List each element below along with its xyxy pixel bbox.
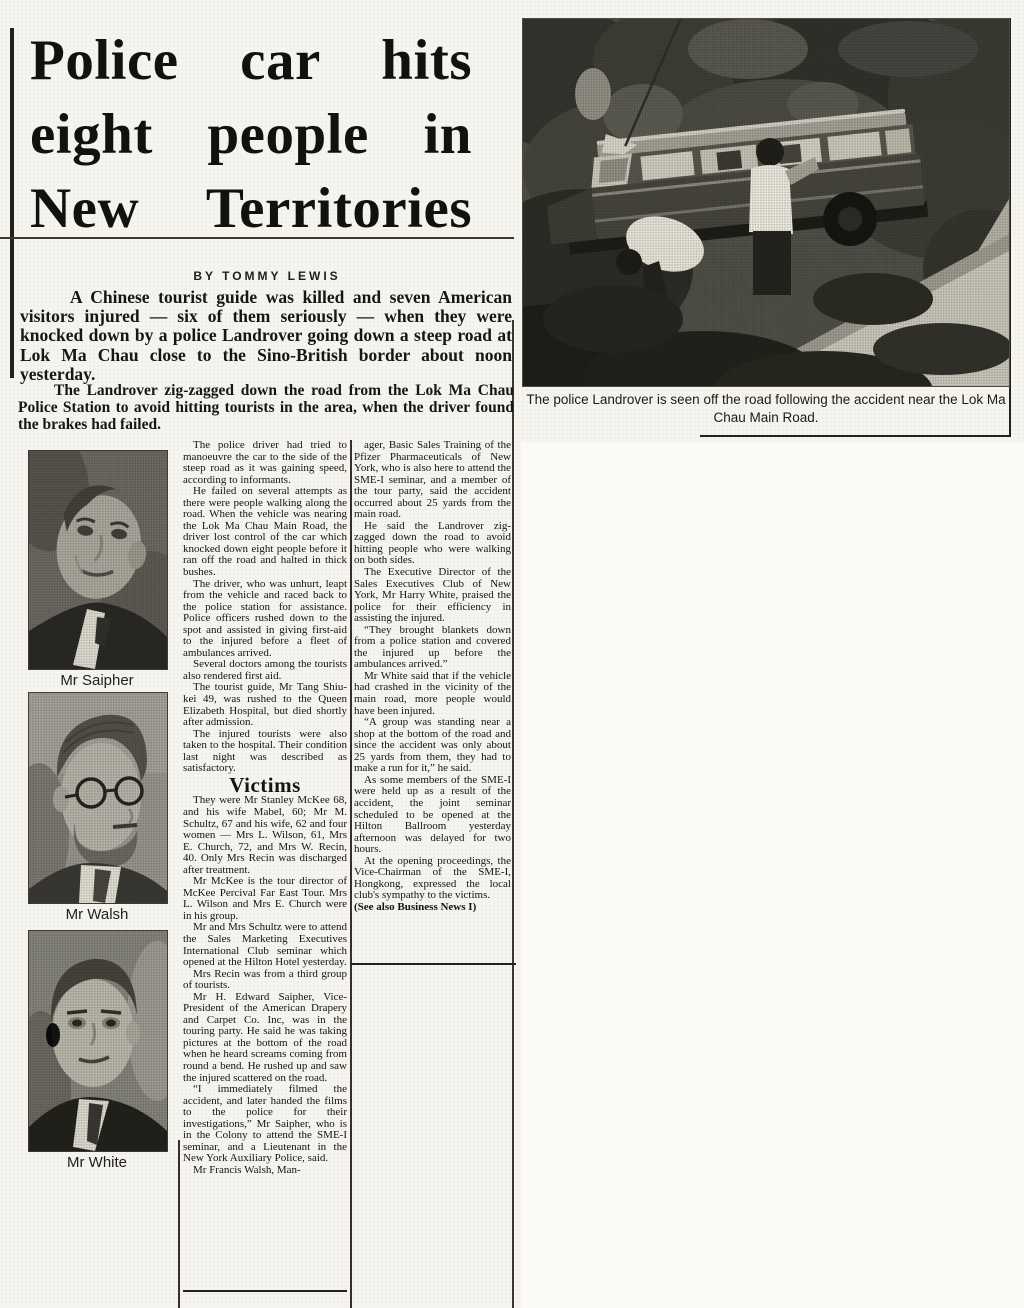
paragraph: He said the Landrover zig-zagged down the road to avoid hitting people who were walking on both sides.	[354, 519, 511, 567]
paragraph: “They brought blankets down from a police station and covered the injured up before the ambulances arrived.”	[354, 623, 511, 671]
lead-paragraph: A Chinese tourist guide was killed and seven American visitors injured — six of them seriously — when they were knocked down by a police Landrover going down a steep road at Lok Ma Chau close to the Sino-British border about noon yesterday.	[20, 287, 512, 384]
article-column-2	[354, 440, 511, 913]
headline	[30, 24, 472, 246]
column-divider-rule	[350, 440, 352, 1308]
see-also-note: (See also Business News I)	[354, 900, 477, 913]
paragraph: “A group was standing near a shop at the bottom of the road and since the accident was only about 25 yards from them, they had to make a run for it,” he said.	[354, 716, 511, 775]
article-column-1	[183, 440, 347, 1176]
paragraph: The tourist guide, Mr Tang Shiu-kei 49, was rushed to the Queen Elizabeth Hospital, but died shortly after admission.	[183, 681, 347, 729]
paragraph: The Executive Director of the Sales Executives Club of New York, Mr Harry White, praised the police for their efficiency in assisting the injured.	[354, 566, 511, 625]
paragraph: Mr and Mrs Schultz were to attend the Sales Marketing Executives International Club seminar which opened at the Hilton Hotel yesterday.	[183, 921, 347, 969]
paragraph: “I immediately filmed the accident, and later handed the films to the police for their investigations,” Mr Saipher, who is in the Colony to attend the SME-I seminar, and a Lieutenant in the New York Auxiliary Police, said.	[183, 1083, 347, 1165]
walsh-illustration	[29, 693, 167, 903]
portrait-white	[28, 930, 168, 1152]
portrait-label-white: Mr White	[67, 1154, 127, 1171]
landrover-scene-illustration	[523, 19, 1009, 386]
paragraph: Mr White said that if the vehicle had crashed in the vicinity of the main road, more people would have been injured.	[354, 669, 511, 717]
paragraph: He failed on several attempts as there were people walking along the road. When the vehicle was nearing the Lok Ma Chau Main Road, the driver lost control of the car which knocked down eight people before it ran off the road and halted in thick bushes.	[183, 485, 347, 579]
column1-left-rule	[178, 1140, 180, 1308]
portrait-walsh	[28, 692, 168, 904]
paragraph: Mr McKee is the tour director of McKee Percival Far East Tour. Mrs L. Wilson and Mrs E. Church were in his group.	[183, 875, 347, 922]
white-illustration	[29, 931, 167, 1151]
column1-end-rule	[183, 1290, 347, 1292]
headline-line-2: eight people in	[30, 103, 472, 166]
headline-line-1: Police car hits	[30, 29, 472, 92]
byline: BY TOMMY LEWIS	[193, 269, 341, 283]
paragraph: Mr Francis Walsh, Man-	[193, 1163, 301, 1176]
victims-subhead: Victims	[229, 772, 301, 797]
paragraph: The driver, who was unhurt, leapt from the vehicle and raced back to the police station for assistance. Police officers rushed down to the spot and assisted in giving first-aid to the injured before a fleet of ambulances arrived.	[183, 577, 347, 659]
paragraph: As some members of the SME-I were held up as a result of the accident, the joint seminar scheduled to be opened at the Hilton Ballroom yesterday afternoon was delayed for two hours.	[354, 773, 511, 856]
paragraph: Mrs Recin was from a third group of tourists.	[183, 967, 347, 992]
left-margin-rule	[10, 28, 14, 378]
accident-photo	[522, 18, 1010, 387]
photo-caption: The police Landrover is seen off the road following the accident near the Lok Ma Chau Main Road.	[526, 392, 1006, 425]
paragraph: At the opening proceedings, the Vice-Chairman of the SME-I, Hongkong, expressed the local club's sympathy to the victims.	[354, 854, 511, 902]
column2-end-rule	[350, 963, 516, 965]
paragraph: Mr H. Edward Saipher, Vice-President of the American Drapery and Carpet Co. Inc, was in the touring party. He said he was taking pictures at the bottom of the road when he heard screams coming from round a bend. He rushed up and saw the injured scattered on the road.	[183, 990, 347, 1084]
paragraph: Several doctors among the tourists also rendered first aid.	[183, 658, 347, 682]
caption-bottom-rule	[700, 435, 1011, 437]
paragraph: ager, Basic Sales Training of the Pfizer Pharmaceuticals of New York, who is also here to attend the SME-I seminar, and a member of the tour party, said the accident occurred about 25 yards from the main road.	[354, 439, 511, 521]
headline-line-3: New Territories	[30, 177, 472, 240]
paragraph: The injured tourists were also taken to the hospital. Their condition last night was described as satisfactory.	[183, 727, 347, 775]
portrait-label-saipher: Mr Saipher	[60, 672, 134, 689]
right-column-rule	[512, 320, 514, 1308]
paragraph: They were Mr Stanley McKee 68, and his wife Mabel, 60; Mr M. Schultz, 67 and his wife, 62 and four women — Mrs L. Wilson, 61, Mrs E. Church, 72, and Mrs W. Recin, 40. Only Mrs Recin was discharged after treatment.	[183, 794, 347, 876]
saipher-illustration	[29, 451, 167, 669]
paragraph: The police driver had tried to manoeuvre the car to the side of the steep road as it was gaining speed, according to informants.	[183, 439, 347, 486]
portrait-label-walsh: Mr Walsh	[65, 906, 129, 923]
portrait-saipher	[28, 450, 168, 670]
lead-paragraph-2: The Landrover zig-zagged down the road from the Lok Ma Chau Police Station to avoid hitting tourists in the area, when the driver found the brakes had failed.	[18, 382, 514, 433]
